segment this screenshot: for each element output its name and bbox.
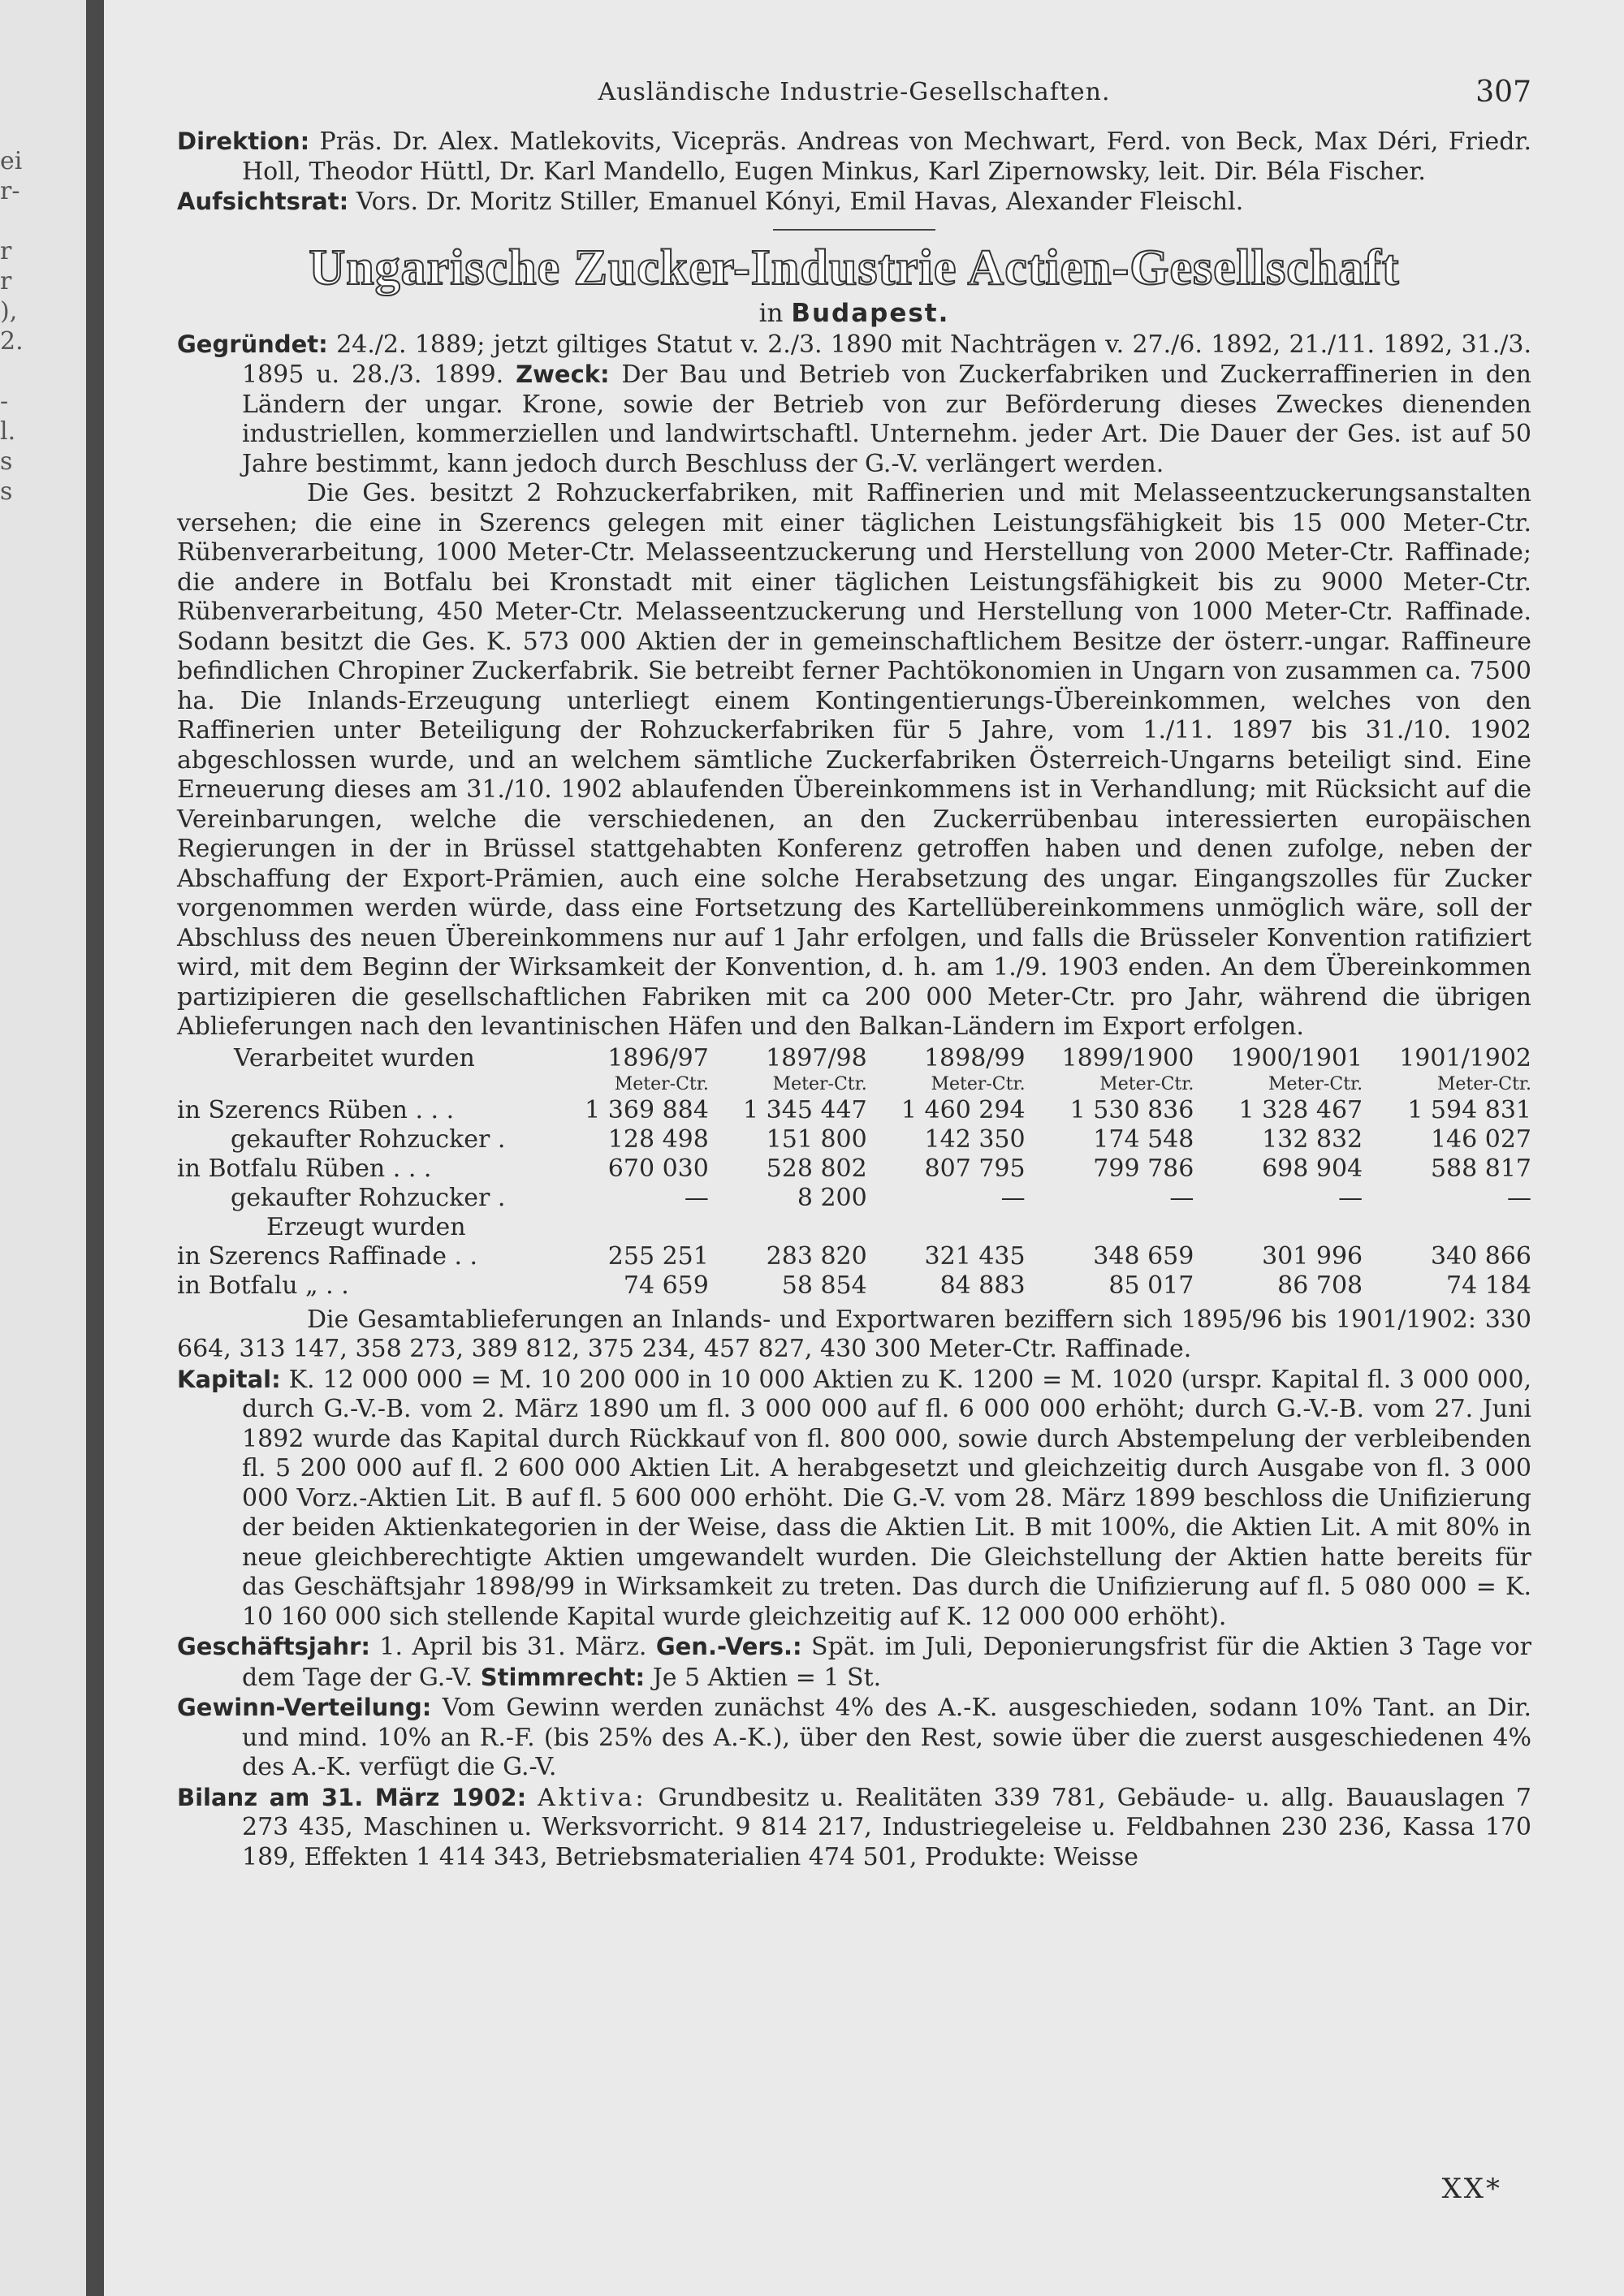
table-cell: — xyxy=(684,1183,709,1212)
table-cell: — xyxy=(1000,1183,1026,1212)
gen-vers-text: Spät. im Juli, Deponierungsfrist für die Aktien 3 Tage vor dem Tage der G.-V. xyxy=(242,1633,1532,1692)
table-cell: 1 594 831 xyxy=(1407,1095,1531,1124)
left-margin-strip xyxy=(0,0,96,2296)
margin-fragment: s xyxy=(0,477,13,506)
table-cell: 807 795 xyxy=(924,1154,1026,1183)
stimmrecht-label: Stimmrecht: xyxy=(480,1663,646,1691)
table-cell: 151 800 xyxy=(766,1124,867,1154)
aufsichtsrat-entry xyxy=(177,187,1531,218)
bilanz-label: Bilanz am 31. März 1902: xyxy=(177,1783,527,1811)
table-cell: 86 708 xyxy=(1277,1271,1363,1300)
gen-vers-label: Gen.-Vers.: xyxy=(655,1633,802,1660)
table-cell: 528 802 xyxy=(766,1154,867,1183)
stimmrecht-text: Je 5 Aktien = 1 St. xyxy=(652,1663,882,1692)
gegruendet-entry xyxy=(177,330,1531,480)
table-row xyxy=(177,1154,1531,1184)
year-header: 1901/1902 xyxy=(1399,1043,1531,1072)
company-location-prefix: in xyxy=(758,298,784,328)
table-row xyxy=(177,1096,1531,1125)
production-table-header xyxy=(177,1044,1531,1073)
table-cell: 255 251 xyxy=(607,1241,709,1271)
direktion-label: Direktion: xyxy=(177,127,310,155)
table-cell: 85 017 xyxy=(1108,1271,1194,1300)
aufsichtsrat-label: Aufsichtsrat: xyxy=(177,188,349,215)
table-cell: 84 883 xyxy=(939,1271,1026,1300)
table-cell: 283 820 xyxy=(766,1241,867,1271)
unit-label: Meter-Ctr. xyxy=(1099,1073,1194,1094)
unit-label: Meter-Ctr. xyxy=(1436,1073,1531,1094)
gegruendet-text: 24./2. 1889; jetzt giltiges Statut v. 2./3. 1890 mit Nachträgen v. 27./6. 1892, 21./11. 1892, 31./3. 1895 u. 28./3. 1899. xyxy=(242,330,1531,389)
margin-fragment: 2. xyxy=(0,327,24,356)
table-row xyxy=(177,1125,1531,1154)
table-row xyxy=(177,1184,1531,1213)
table-cell: 698 904 xyxy=(1262,1154,1363,1183)
year-header: 1897/98 xyxy=(766,1043,867,1072)
left-margin-fragments xyxy=(0,146,32,507)
table-cell: 588 817 xyxy=(1430,1154,1531,1183)
zweck-text: Der Bau und Betrieb von Zuckerfabriken und Zuckerraffinerien in den Ländern der ungar. Krone, sowie der Betrieb von zur Beförderung dieses Zweckes dienenden industriellen, kommerziellen und landwirtschaftl. Unternehm. jeder Art. Die Dauer der Ges. ist auf 50 Jahre bestimmt, kann jedoch durch Beschluss der G.-V. verlängert werden. xyxy=(242,360,1531,478)
table-cell: 301 996 xyxy=(1262,1241,1363,1271)
gewinn-text: Vom Gewinn werden zunächst 4% des A.-K. ausgeschieden, sodann 10% Tant. an Dir. und mind. 10% an R.-F. (bis 25% des A.-K.), über den Rest, sowie über die zuerst ausgeschiedenen 4% des A.-K. verfügt die G.-V. xyxy=(242,1694,1531,1781)
year-header: 1899/1900 xyxy=(1061,1043,1194,1072)
unit-label: Meter-Ctr. xyxy=(614,1073,709,1094)
deliveries-paragraph: Die Gesamtablieferungen an Inlands- und Exportwaren beziffern sich 1895/96 bis 1901/1902: 330 664, 313 147, 358 273, 389 812, 375 234, 457 827, 430 300 Meter-Ctr. Raffinade. xyxy=(177,1305,1531,1363)
company-location xyxy=(177,297,1531,330)
row-label: in Szerencs Rüben . . . xyxy=(177,1095,455,1124)
production-units-row xyxy=(177,1073,1531,1096)
geschaeftsjahr-label: Geschäftsjahr: xyxy=(177,1633,370,1660)
table-cell: 128 498 xyxy=(607,1124,709,1154)
table-cell: 1 369 884 xyxy=(585,1095,709,1124)
margin-fragment: l. xyxy=(0,417,16,446)
company-title: Ungarische Zucker-Industrie Actien-Gesellschaft xyxy=(309,240,1400,296)
table-cell: 340 866 xyxy=(1430,1241,1531,1271)
page-number: 307 xyxy=(1475,76,1531,109)
company-city: Budapest. xyxy=(791,298,950,328)
margin-fragment xyxy=(0,356,32,386)
table-cell: 321 435 xyxy=(924,1241,1026,1271)
row-label: in Szerencs Raffinade . . xyxy=(177,1241,478,1271)
table-cell: 1 530 836 xyxy=(1069,1095,1194,1124)
geschaeftsjahr-text: 1. April bis 31. März. xyxy=(379,1633,647,1661)
table-cell: 1 460 294 xyxy=(901,1095,1026,1124)
table-cell: 174 548 xyxy=(1093,1124,1194,1154)
unit-label: Meter-Ctr. xyxy=(931,1073,1026,1094)
geschaeftsjahr-entry xyxy=(177,1632,1531,1693)
table-cell: — xyxy=(1507,1183,1531,1212)
table-cell: 8 200 xyxy=(797,1183,867,1212)
zweck-label: Zweck: xyxy=(516,360,610,388)
table-cell: 1 328 467 xyxy=(1238,1095,1363,1124)
direktion-text: Präs. Dr. Alex. Matlekovits, Vicepräs. Andreas von Mechwart, Ferd. von Beck, Max Déri, Friedr. Holl, Theodor Hüttl, Dr. Karl Mandello, Eugen Minkus, Karl Zipernowsky, leit. Dir. Béla Fischer. xyxy=(242,127,1531,186)
table-row xyxy=(177,1271,1531,1301)
margin-fragment xyxy=(0,206,32,236)
section-divider xyxy=(773,229,935,231)
margin-fragment: r xyxy=(0,237,12,265)
description-paragraph: Die Ges. besitzt 2 Rohzuckerfabriken, mit Raffinerien und mit Melasseentzuckerungsanstalten versehen; die eine in Szerencs gelegen mit einer täglichen Leistungsfähigkeit bis 15 000 Meter-Ctr. Rübenverarbeitung, 1000 Meter-Ctr. Melasseentzuckerung und Herstellung von 2000 Meter-Ctr. Raffinade; die andere in Botfalu bei Kronstadt mit einer täglichen Leistungsfähigkeit bis zu 9000 Meter-Ctr. Rübenverarbeitung, 450 Meter-Ctr. Melasseentzuckerung und Herstellung von 1000 Meter-Ctr. Raffinade. Sodann besitzt die Ges. K. 573 000 Aktien der in gemeinschaftlichem Besitze der österr.-ungar. Raffineure befindlichen Chropiner Zuckerfabrik. Sie betreibt ferner Pachtökonomien in Ungarn von zusammen ca. 7500 ha. Die Inlands-Erzeugung unterliegt einem Kontingentierungs-Übereinkommen, welches von den Raffinerien unter Beteiligung der Rohzuckerfabriken für 5 Jahre, vom 1./11. 1897 bis 31./10. 1902 abgeschlossen wurde, und an welchem sämtliche Zuckerfabriken Österreich-Ungarns beteiligt sind. Eine Erneuerung dieses am 31./10. 1902 ablaufenden Übereinkommens ist in Verhandlung; mit Rücksicht auf die Vereinbarungen, welche die verschiedenen, an den Zuckerrübenbau interessierten europäischen Regierungen in der in Brüssel stattgehabten Konferenz getroffen haben und denen zufolge, neben der Abschaffung der Export-Prämien, auch eine solche Herabsetzung des ungar. Eingangszolles für Zucker vorgenommen werden würde, dass eine Fortsetzung des Kartellübereinkommens unmöglich wäre, soll der Abschluss des neuen Übereinkommens nur auf 1 Jahr erfolgen, und falls die Brüsseler Konvention ratifiziert wird, mit dem Beginn der Wirksamkeit der Konvention, d. h. am 1./9. 1903 enden. An dem Übereinkommen partizipieren die gesellschaftlichen Fabriken mit ca 200 000 Meter-Ctr. pro Jahr, während die übrigen Ablieferungen nach den levantinischen Häfen und den Balkan-Ländern im Export erfolgen. xyxy=(177,479,1531,1041)
binding-edge-rule xyxy=(86,0,104,2296)
table-cell: 348 659 xyxy=(1093,1241,1194,1271)
table-cell: — xyxy=(1169,1183,1194,1212)
table-cell: 1 345 447 xyxy=(743,1095,867,1124)
production-header-label: Verarbeitet wurden xyxy=(234,1043,475,1072)
production-subheader-row xyxy=(177,1213,1531,1242)
table-cell: — xyxy=(1338,1183,1363,1212)
kapital-label: Kapital: xyxy=(177,1365,281,1393)
year-header: 1896/97 xyxy=(607,1043,709,1072)
margin-fragment: ), xyxy=(0,297,18,326)
margin-fragment: - xyxy=(0,387,9,416)
aufsichtsrat-text: Vors. Dr. Moritz Stiller, Emanuel Kónyi, Emil Havas, Alexander Fleischl. xyxy=(356,188,1244,216)
row-label: gekaufter Rohzucker . xyxy=(231,1183,506,1212)
margin-fragment: r- xyxy=(0,177,20,205)
table-cell: 74 659 xyxy=(623,1271,709,1300)
kapital-text: K. 12 000 000 = M. 10 200 000 in 10 000 Aktien zu K. 1200 = M. 1020 (urspr. Kapital fl. 3 000 000, durch G.-V.-B. vom 2. März 1890 um fl. 3 000 000 auf fl. 6 000 000 erhöht; durch G.-V.-B. vom 27. Juni 1892 wurde das Kapital durch Rückkauf von fl. 800 000, sowie durch Abstempelung der verbleibenden fl. 5 200 000 auf fl. 2 600 000 Aktien Lit. A herabgesetzt und gleichzeitig durch Ausgabe von fl. 3 000 000 Vorz.-Aktien Lit. B auf fl. 5 600 000 erhöht. Die G.-V. vom 28. März 1899 beschloss die Unifizierung der beiden Aktienkategorien in der Weise, dass die Aktien Lit. B mit 100%, die Aktien Lit. A mit 80% in neue gleichberechtigte Aktien umgewandelt wurden. Die Gleichstellung der Aktien hatte bereits für das Geschäftsjahr 1898/99 in Wirksamkeit zu treten. Das durch die Unifizierung auf fl. 5 080 000 = K. 10 160 000 sich stellende Kapital wurde gleichzeitig auf K. 12 000 000 erhöht). xyxy=(242,1365,1531,1631)
direktion-entry xyxy=(177,127,1531,187)
table-cell: 146 027 xyxy=(1430,1124,1531,1154)
running-head-title: Ausländische Industrie-Gesellschaften. xyxy=(598,78,1111,106)
bilanz-entry xyxy=(177,1783,1531,1873)
margin-fragment: r xyxy=(0,267,12,296)
aktiva-label: Aktiva: xyxy=(538,1783,647,1812)
gewinn-entry xyxy=(177,1693,1531,1783)
row-label: gekaufter Rohzucker . xyxy=(231,1124,506,1154)
table-cell: 132 832 xyxy=(1262,1124,1363,1154)
running-head xyxy=(177,78,1531,127)
bilanz-text: Grundbesitz u. Realitäten 339 781, Gebäude- u. allg. Bauauslagen 7 273 435, Maschinen u. Werksvorricht. 9 814 217, Industriegeleise u. Feldbahnen 230 236, Kassa 170 189, Effekten 1 414 343, Betriebsmaterialien 474 501, Produkte: Weisse xyxy=(242,1783,1531,1871)
production-subheader: Erzeugt wurden xyxy=(266,1212,466,1241)
production-table xyxy=(177,1044,1531,1301)
gewinn-label: Gewinn-Verteilung: xyxy=(177,1694,432,1721)
margin-fragment: ei xyxy=(0,147,23,175)
signature-mark: XX* xyxy=(1441,2173,1502,2205)
year-header: 1898/99 xyxy=(923,1043,1026,1072)
unit-label: Meter-Ctr. xyxy=(772,1073,867,1094)
table-row xyxy=(177,1242,1531,1271)
row-label: in Botfalu „ . . xyxy=(177,1271,349,1300)
table-cell: 799 786 xyxy=(1093,1154,1194,1183)
year-header: 1900/1901 xyxy=(1230,1043,1363,1072)
table-cell: 74 184 xyxy=(1446,1271,1531,1300)
document-page xyxy=(177,78,1531,1872)
margin-fragment: s xyxy=(0,447,13,476)
row-label: in Botfalu Rüben . . . xyxy=(177,1154,432,1183)
kapital-entry xyxy=(177,1365,1531,1633)
table-cell: 670 030 xyxy=(607,1154,709,1183)
gegruendet-label: Gegründet: xyxy=(177,330,328,358)
unit-label: Meter-Ctr. xyxy=(1268,1073,1363,1094)
table-cell: 58 854 xyxy=(781,1271,867,1300)
table-cell: 142 350 xyxy=(924,1124,1026,1154)
